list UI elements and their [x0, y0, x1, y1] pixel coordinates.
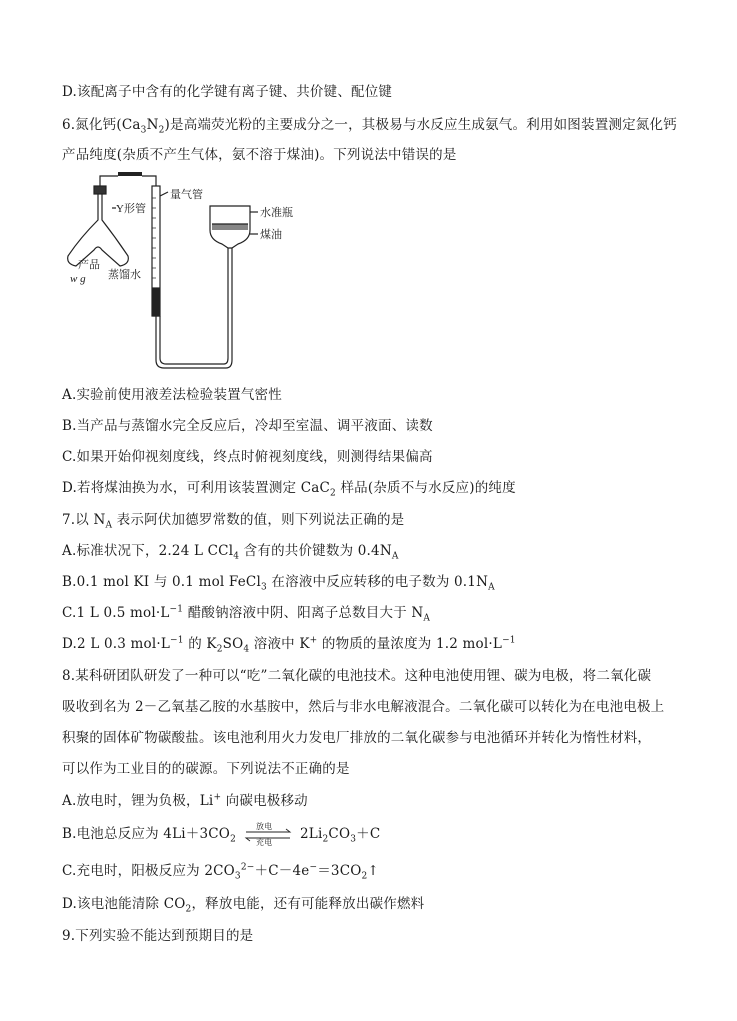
q6-option-d: D.若将煤油换为水，可利用该装置测定 CaC$_2$ 样品(杂质不与水反应)的纯度 — [62, 480, 516, 499]
q8-stem-line3: 积聚的固体矿物碳酸盐。该电池利用火力发电厂排放的二氧化碳参与电池循环并转化为惰性材料， — [62, 730, 652, 746]
q6-option-c: C.如果开始仰视刻度线，终点时俯视刻度线，则测得结果偏高 — [62, 449, 433, 465]
q7-option-d: D.2 L 0.3 $mol\cdot L^{-1}$ 的 $K_2SO_4$ 溶液中 K+ 的物质的量浓度为 1.2 $mol\cdot L^{-1}$ — [62, 635, 516, 655]
q7-option-c: C.1 L 0.5 $mol\cdot L^{-1}$ 醋酸钠溶液中阴、阳离子总数目大于 $N_A$ — [62, 604, 431, 624]
label-gas-tube: 量气管 — [170, 189, 203, 201]
q8-option-b: B.电池总反应为 $4Li+3CO_2$ 放电 充电 $2Li_2CO_3+C$ — [62, 821, 381, 847]
label-product: 产品 — [78, 259, 100, 271]
q8-option-c: C.充电时，阳极反应为 $2CO_3^{2-}+C-4e^-=3CO_2↑$ — [62, 862, 379, 882]
q8-option-a: A.放电时，锂为负极，Li+ 向碳电极移动 — [62, 792, 308, 809]
label-kerosene: 煤油 — [260, 229, 282, 241]
q7-option-a: A.标准状况下，2.24 L CCl$_4$ 含有的共价键数为 $0.4N_A$ — [62, 543, 399, 562]
q6-option-b: B.当产品与蒸馏水完全反应后，冷却至室温、调平液面、读数 — [62, 418, 433, 434]
q7-option-b: B.0.1 mol KI 与 0.1 mol FeCl$_3$ 在溶液中反应转移的电子数为 $0.1N_A$ — [62, 574, 495, 593]
q8-stem-line2: 吸收到名为 2－乙氧基乙胺的水基胺中，然后与非水电解液混合。二氧化碳可以转化为在电池电极上 — [62, 699, 665, 715]
q8-stem-line1: 8.某科研团队研发了一种可以“吃”二氧化碳的电池技术。这种电池使用锂、碳为电极，将二氧化碳 — [62, 668, 652, 684]
apparatus-figure — [60, 168, 300, 378]
q9-stem: 9.下列实验不能达到预期目的是 — [62, 928, 254, 944]
q5-option-d: D.该配离子中含有的化学键有离子键、共价键、配位键 — [62, 84, 393, 100]
label-water: 蒸馏水 — [108, 269, 141, 281]
q8-stem-line4: 可以作为工业目的的碳源。下列说法不正确的是 — [62, 761, 350, 777]
q6-option-a: A.实验前使用液差法检验装置气密性 — [62, 387, 282, 403]
q6-stem-line1: 6.氮化钙$(Ca_3N_2)$是高端荧光粉的主要成分之一，其极易与水反应生成氨气。利用如图装置测定氮化钙 — [62, 117, 677, 136]
label-level-bottle: 水准瓶 — [260, 207, 293, 219]
q6-stem-line2: 产品纯度(杂质不产生气体，氨不溶于煤油)。下列说法中错误的是 — [62, 147, 457, 163]
q7-stem: 7.以 $N_A$ 表示阿伏加德罗常数的值，则下列说法正确的是 — [62, 512, 405, 531]
reversible-arrow-icon: 放电 充电 — [242, 827, 294, 843]
label-mass: w g — [70, 273, 86, 285]
label-ytube: Y形管 — [116, 203, 146, 215]
q8-option-d: D.该电池能清除 $CO_2$，释放电能，还有可能释放出碳作燃料 — [62, 896, 425, 915]
